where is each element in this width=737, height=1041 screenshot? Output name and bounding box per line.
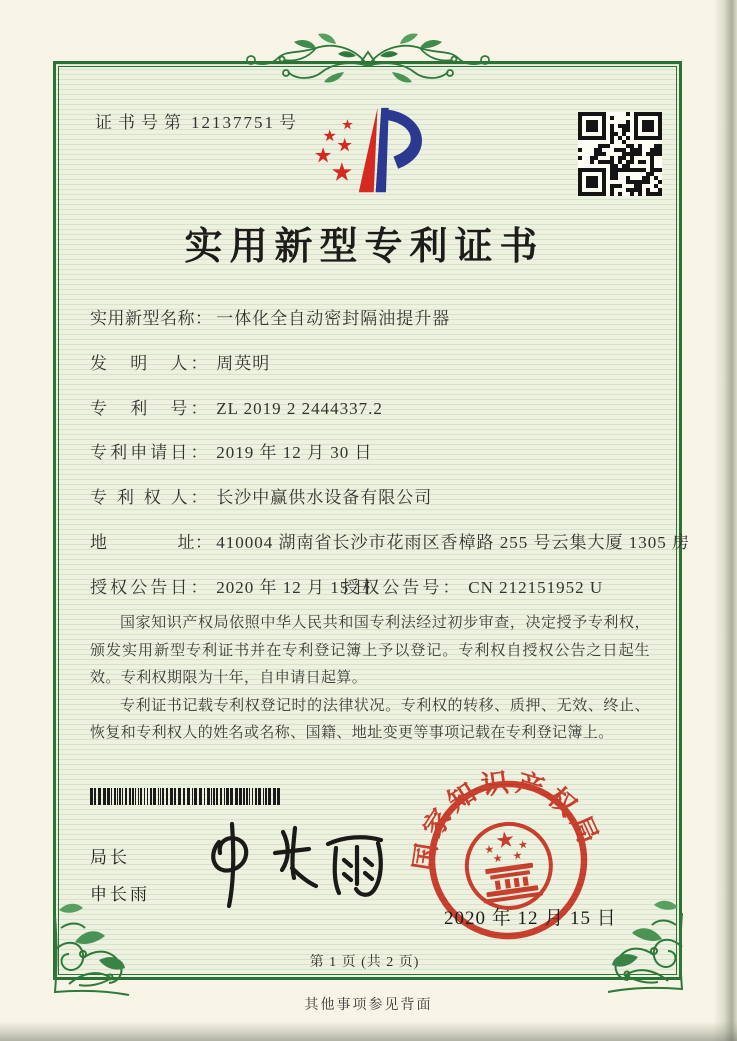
svg-text:国家知识产权局 xyxy=(397,755,607,876)
legal-paragraphs xyxy=(90,610,650,748)
seal-ring-text: 国家知识产权局 xyxy=(408,766,606,873)
paper-edge-right xyxy=(713,0,737,1041)
qr-code xyxy=(578,112,662,196)
certificate-title: 实用新型专利证书 xyxy=(184,226,545,268)
director-signature xyxy=(195,820,395,910)
director-block xyxy=(90,843,150,905)
field-row-address xyxy=(90,524,690,569)
field-value: 2019 年 12 月 30 日 xyxy=(216,443,373,463)
certificate-number xyxy=(95,108,298,133)
field-label: 授权公告日： xyxy=(90,577,208,597)
field-label: 授权公告号： xyxy=(342,577,460,597)
bottom-left-flourish-ornament xyxy=(47,888,157,1003)
cnipa-logo-icon xyxy=(295,98,445,202)
page-indicator: 第 1 页 (共 2 页) xyxy=(309,955,420,970)
back-note: 其他事项参见背面 xyxy=(304,998,433,1013)
certificate-number-prefix: 证书号第 xyxy=(95,113,187,132)
field-value: 周英明 xyxy=(216,353,271,373)
field-row-patentee xyxy=(90,479,652,524)
field-value: ZL 2019 2 2444337.2 xyxy=(216,398,383,418)
field-label: 专 利 权 人： xyxy=(90,488,208,508)
field-row-inventor xyxy=(90,345,652,390)
director-name: 申长雨 xyxy=(90,885,150,904)
field-value: 一体化全自动密封隔油提升器 xyxy=(216,309,451,328)
field-label: 专利申请日： xyxy=(90,443,208,463)
national-emblem-icon xyxy=(461,819,556,914)
barcode xyxy=(90,788,282,805)
official-seal xyxy=(395,747,621,973)
legal-paragraph: 专利证书记载专利权登记时的法律状况。专利权的转移、质押、无效、终止、恢复和专利权人的姓名或名称、国籍、地址变更等事项记载在专利登记簿上。 xyxy=(90,697,650,741)
field-row-filing-date xyxy=(90,434,652,479)
field-label: 专 利 号： xyxy=(90,398,208,418)
legal-paragraph: 国家知识产权局依照中华人民共和国专利法经过初步审查，决定授予专利权，颁发实用新型专利证书并在专利登记簿上予以登记。专利权自授权公告之日起生效。专利权期限为十年，自申请日起算。 xyxy=(90,615,650,686)
certificate-number-value: 12137751 xyxy=(191,113,275,132)
seal-date: 2020 年 12 月 15 日 xyxy=(444,908,617,929)
director-title: 局长 xyxy=(90,848,130,867)
field-value: 长沙中赢供水设备有限公司 xyxy=(216,488,433,508)
fields-section xyxy=(90,300,690,614)
field-value: CN 212151952 U xyxy=(468,577,604,597)
field-label: 发 明 人： xyxy=(90,353,208,373)
field-value: 2020 年 12 月 15 日 xyxy=(216,577,373,597)
field-row-patent-number xyxy=(90,390,652,435)
field-value: 410004 湖南省长沙市花雨区香樟路 255 号云集大厦 1305 房 xyxy=(216,532,690,552)
field-row-grant-date xyxy=(90,569,652,614)
field-grant-number xyxy=(342,578,603,598)
field-row-name xyxy=(90,300,652,345)
field-label: 地 址： xyxy=(90,532,213,552)
top-flourish-ornament xyxy=(238,30,498,92)
paper-edge-bottom xyxy=(0,1021,737,1041)
certificate-number-suffix: 号 xyxy=(279,113,298,132)
field-label: 实用新型名称： xyxy=(90,309,213,328)
